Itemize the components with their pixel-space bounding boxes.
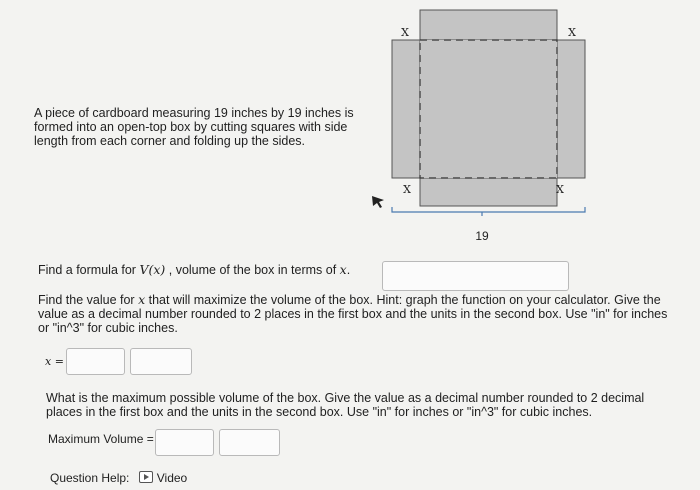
video-icon xyxy=(139,471,153,483)
bottom-flap xyxy=(420,178,557,206)
formula-input[interactable] xyxy=(382,261,569,291)
corner-label-bottom-left: X xyxy=(403,183,411,196)
question-help xyxy=(50,471,187,485)
question-3: What is the maximum possible volume of the box. Give the value as a decimal number rounded to 2 decimal places in the first box and the units in the second box. Use "in" for inches or "in^3" for cubic inches. xyxy=(46,391,645,419)
left-flap xyxy=(392,40,420,178)
max-volume-units-input[interactable] xyxy=(219,429,280,456)
top-flap xyxy=(420,10,557,40)
x-units-input[interactable] xyxy=(130,348,192,375)
dimension-label: 19 xyxy=(475,229,489,243)
corner-label-bottom-right: X xyxy=(556,183,564,196)
corner-label-top-left: X xyxy=(401,26,409,39)
max-volume-value-input[interactable] xyxy=(155,429,214,456)
x-value-input[interactable] xyxy=(66,348,125,375)
question-2: Find the value for x that will maximize the volume of the box. Hint: graph the function on your calculator. Give the value as a decimal number rounded to 2 places in the first box and the units in the second box. Use "in" for inches or "in^3" for cubic inches. xyxy=(38,292,668,335)
question-help-label: Question Help: xyxy=(50,471,130,485)
corner-label-top-right: X xyxy=(568,26,576,39)
x-answer-label: x = xyxy=(45,355,64,368)
cardboard-diagram xyxy=(360,0,700,250)
video-link[interactable]: Video xyxy=(139,471,187,485)
problem-description: A piece of cardboard measuring 19 inches by 19 inches is formed into an open-top box by cutting squares with side length from each corner and folding up the sides. xyxy=(34,106,354,148)
right-flap xyxy=(557,40,585,178)
box-base xyxy=(420,40,557,178)
mouse-cursor-icon xyxy=(372,196,384,208)
dimension-line xyxy=(392,207,585,212)
question-1: Find a formula for V(x) , volume of the box in terms of x. xyxy=(38,262,351,277)
volume-function: V(x) xyxy=(139,262,166,277)
max-volume-label: Maximum Volume = xyxy=(48,432,154,446)
